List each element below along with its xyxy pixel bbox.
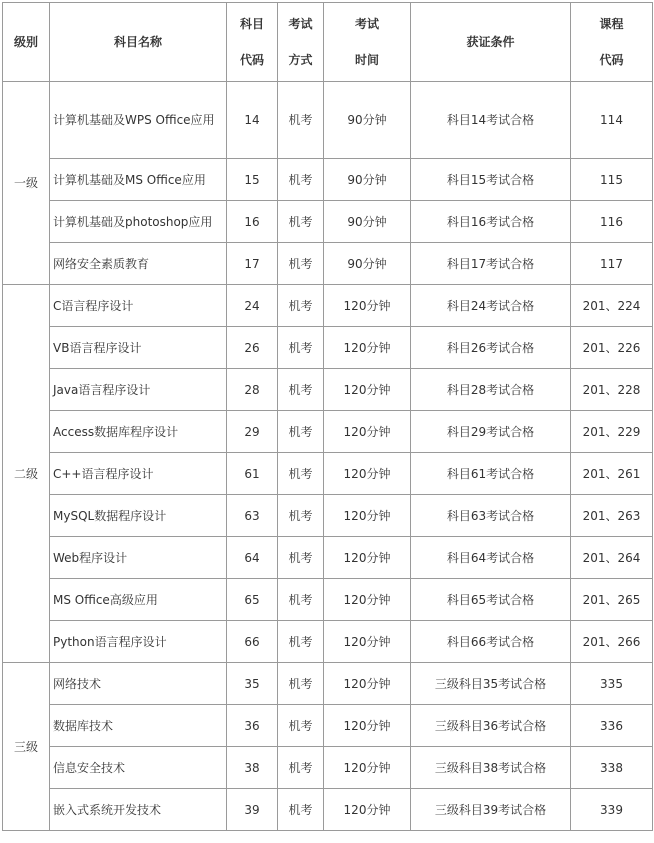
exam-time-cell: 120分钟 — [324, 537, 411, 579]
condition-cell: 科目26考试合格 — [411, 327, 571, 369]
course-code-cell: 201、224 — [571, 285, 653, 327]
course-code-cell: 201、226 — [571, 327, 653, 369]
exam-time-cell: 120分钟 — [324, 621, 411, 663]
subject-code-cell: 38 — [227, 747, 278, 789]
subject-name-cell: 网络安全素质教育 — [50, 243, 227, 285]
course-code-cell: 201、228 — [571, 369, 653, 411]
condition-cell: 科目29考试合格 — [411, 411, 571, 453]
header-level: 级别 — [3, 3, 50, 82]
table-row — [3, 537, 653, 579]
table-row — [3, 82, 653, 159]
subject-code-cell: 64 — [227, 537, 278, 579]
header-exam-time: 考试 时间 — [324, 3, 411, 82]
condition-cell: 科目17考试合格 — [411, 243, 571, 285]
condition-cell: 科目65考试合格 — [411, 579, 571, 621]
subject-code-cell: 65 — [227, 579, 278, 621]
exam-time-cell: 90分钟 — [324, 82, 411, 159]
level-cell: 二级 — [3, 285, 50, 663]
course-code-cell: 117 — [571, 243, 653, 285]
exam-method-cell: 机考 — [278, 537, 324, 579]
subject-code-cell: 24 — [227, 285, 278, 327]
subject-code-cell: 61 — [227, 453, 278, 495]
table-row — [3, 789, 653, 831]
condition-cell: 三级科目38考试合格 — [411, 747, 571, 789]
subject-name-cell: 计算机基础及photoshop应用 — [50, 201, 227, 243]
course-code-cell: 115 — [571, 159, 653, 201]
exam-time-cell: 120分钟 — [324, 579, 411, 621]
exam-method-cell: 机考 — [278, 243, 324, 285]
exam-method-cell: 机考 — [278, 579, 324, 621]
table-row — [3, 705, 653, 747]
exam-time-cell: 120分钟 — [324, 789, 411, 831]
condition-cell: 科目24考试合格 — [411, 285, 571, 327]
exam-method-cell: 机考 — [278, 663, 324, 705]
exam-time-cell: 120分钟 — [324, 453, 411, 495]
course-code-cell: 201、261 — [571, 453, 653, 495]
course-code-cell: 201、266 — [571, 621, 653, 663]
subject-name-cell: Access数据库程序设计 — [50, 411, 227, 453]
exam-subjects-table — [2, 2, 653, 831]
table-row — [3, 369, 653, 411]
exam-method-cell: 机考 — [278, 327, 324, 369]
exam-time-cell: 120分钟 — [324, 285, 411, 327]
table-row — [3, 621, 653, 663]
subject-code-cell: 16 — [227, 201, 278, 243]
exam-time-cell: 120分钟 — [324, 705, 411, 747]
course-code-cell: 201、264 — [571, 537, 653, 579]
subject-code-cell: 29 — [227, 411, 278, 453]
table-row — [3, 411, 653, 453]
exam-time-cell: 120分钟 — [324, 495, 411, 537]
subject-code-cell: 63 — [227, 495, 278, 537]
exam-method-cell: 机考 — [278, 369, 324, 411]
exam-time-cell: 90分钟 — [324, 159, 411, 201]
header-row — [3, 3, 653, 82]
course-code-cell: 338 — [571, 747, 653, 789]
table-row — [3, 663, 653, 705]
condition-cell: 科目16考试合格 — [411, 201, 571, 243]
subject-name-cell: Python语言程序设计 — [50, 621, 227, 663]
subject-name-cell: Web程序设计 — [50, 537, 227, 579]
exam-method-cell: 机考 — [278, 411, 324, 453]
level-cell: 三级 — [3, 663, 50, 831]
course-code-cell: 335 — [571, 663, 653, 705]
condition-cell: 科目66考试合格 — [411, 621, 571, 663]
course-code-cell: 336 — [571, 705, 653, 747]
table-row — [3, 453, 653, 495]
subject-code-cell: 17 — [227, 243, 278, 285]
exam-time-cell: 120分钟 — [324, 327, 411, 369]
exam-method-cell: 机考 — [278, 747, 324, 789]
condition-cell: 科目14考试合格 — [411, 82, 571, 159]
table-row — [3, 285, 653, 327]
level-cell: 一级 — [3, 82, 50, 285]
condition-cell: 科目61考试合格 — [411, 453, 571, 495]
subject-code-cell: 15 — [227, 159, 278, 201]
condition-cell: 三级科目35考试合格 — [411, 663, 571, 705]
exam-time-cell: 90分钟 — [324, 201, 411, 243]
subject-name-cell: MySQL数据程序设计 — [50, 495, 227, 537]
header-certificate-condition: 获证条件 — [411, 3, 571, 82]
subject-code-cell: 35 — [227, 663, 278, 705]
exam-time-cell: 120分钟 — [324, 747, 411, 789]
subject-name-cell: VB语言程序设计 — [50, 327, 227, 369]
condition-cell: 科目64考试合格 — [411, 537, 571, 579]
subject-name-cell: 嵌入式系统开发技术 — [50, 789, 227, 831]
subject-code-cell: 66 — [227, 621, 278, 663]
table-row — [3, 747, 653, 789]
subject-name-cell: C++语言程序设计 — [50, 453, 227, 495]
course-code-cell: 201、263 — [571, 495, 653, 537]
subject-name-cell: 信息安全技术 — [50, 747, 227, 789]
subject-code-cell: 14 — [227, 82, 278, 159]
subject-name-cell: C语言程序设计 — [50, 285, 227, 327]
subject-code-cell: 26 — [227, 327, 278, 369]
course-code-cell: 116 — [571, 201, 653, 243]
exam-time-cell: 120分钟 — [324, 663, 411, 705]
table-row — [3, 243, 653, 285]
subject-name-cell: 计算机基础及MS Office应用 — [50, 159, 227, 201]
exam-method-cell: 机考 — [278, 495, 324, 537]
header-subject-code: 科目 代码 — [227, 3, 278, 82]
table-row — [3, 495, 653, 537]
exam-time-cell: 120分钟 — [324, 369, 411, 411]
exam-method-cell: 机考 — [278, 82, 324, 159]
course-code-cell: 201、229 — [571, 411, 653, 453]
exam-time-cell: 90分钟 — [324, 243, 411, 285]
exam-method-cell: 机考 — [278, 789, 324, 831]
exam-method-cell: 机考 — [278, 285, 324, 327]
subject-code-cell: 36 — [227, 705, 278, 747]
course-code-cell: 114 — [571, 82, 653, 159]
header-subject-name: 科目名称 — [50, 3, 227, 82]
subject-name-cell: MS Office高级应用 — [50, 579, 227, 621]
subject-code-cell: 39 — [227, 789, 278, 831]
subject-name-cell: 计算机基础及WPS Office应用 — [50, 82, 227, 159]
condition-cell: 科目28考试合格 — [411, 369, 571, 411]
exam-method-cell: 机考 — [278, 705, 324, 747]
table-row — [3, 201, 653, 243]
course-code-cell: 339 — [571, 789, 653, 831]
condition-cell: 科目15考试合格 — [411, 159, 571, 201]
subject-code-cell: 28 — [227, 369, 278, 411]
exam-method-cell: 机考 — [278, 453, 324, 495]
subject-name-cell: 网络技术 — [50, 663, 227, 705]
header-exam-method: 考试 方式 — [278, 3, 324, 82]
exam-method-cell: 机考 — [278, 201, 324, 243]
condition-cell: 三级科目39考试合格 — [411, 789, 571, 831]
table-row — [3, 579, 653, 621]
course-code-cell: 201、265 — [571, 579, 653, 621]
subject-name-cell: 数据库技术 — [50, 705, 227, 747]
header-course-code: 课程 代码 — [571, 3, 653, 82]
condition-cell: 三级科目36考试合格 — [411, 705, 571, 747]
table-row — [3, 159, 653, 201]
exam-method-cell: 机考 — [278, 621, 324, 663]
table-row — [3, 327, 653, 369]
exam-time-cell: 120分钟 — [324, 411, 411, 453]
subject-name-cell: Java语言程序设计 — [50, 369, 227, 411]
exam-method-cell: 机考 — [278, 159, 324, 201]
condition-cell: 科目63考试合格 — [411, 495, 571, 537]
